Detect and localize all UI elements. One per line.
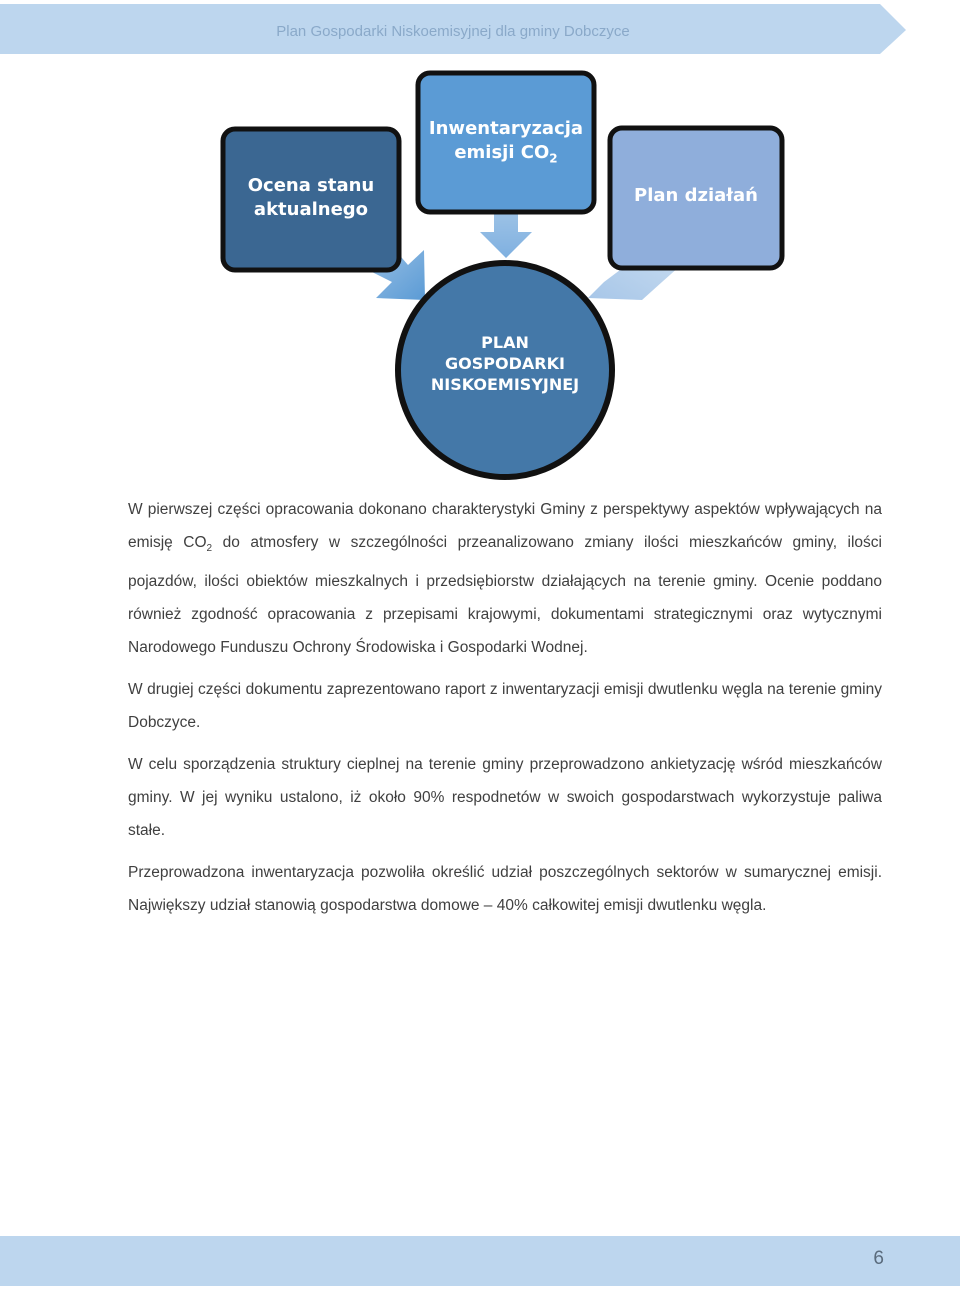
diagram [210,60,800,485]
paragraph-2: W drugiej części dokumentu zaprezentowano raport z inwentaryzacji emisji dwutlenku węgla na terenie gminy Dobczyce. [128,681,882,732]
box-center-label: Inwentaryzacja emisji $CO_2$ [428,118,584,166]
arrow-center [480,210,532,258]
page-number: 6 [873,1248,884,1269]
paragraph-3: W celu sporządzenia struktury cieplnej na terenie gminy przeprowadzono ankietyzację wśród mieszkańców gminy. W jej wyniku ustalono, iż około 90% respodnetów w swoich gospodarstwach wykorzystuje paliwa stałe. [128,756,882,840]
page-header [0,0,960,56]
circle-label: PLAN GOSPODARKI NISKOEMISYJNEJ [430,333,580,394]
box-left-label: Ocena stanu aktualnego [247,175,375,220]
paragraph-4: Przeprowadzona inwentaryzacja pozwoliła określić udział poszczególnych sektorów w sumarycznej emisji. Największy udział stanowią gospodarstwa domowe – 40% całkowitej emisji dwutlenku węgla. [128,864,882,915]
body-text [128,493,882,931]
page-footer [0,1236,960,1286]
box-right-label: Plan działań [634,185,758,206]
paragraph-1: W pierwszej części opracowania dokonano charakterystyki Gminy z perspektywy aspektów wpływających na emisję $CO_2$ do atmosfery w szczególności przeanalizowano zmiany ilości mieszkańców gminy, ilości pojazdów, ilości obiektów mieszkalnych i przedsiębiorstw działających na terenie gminy. Ocenie poddano również zgodność opracowania z przepisami krajowymi, dokumentami strategicznymi oraz wytycznymi Narodowego Funduszu Ochrony Środowiska i Gospodarki Wodnej. [128,501,882,657]
header-title: Plan Gospodarki Niskoemisyjnej dla gminy Dobczyce [276,23,630,40]
